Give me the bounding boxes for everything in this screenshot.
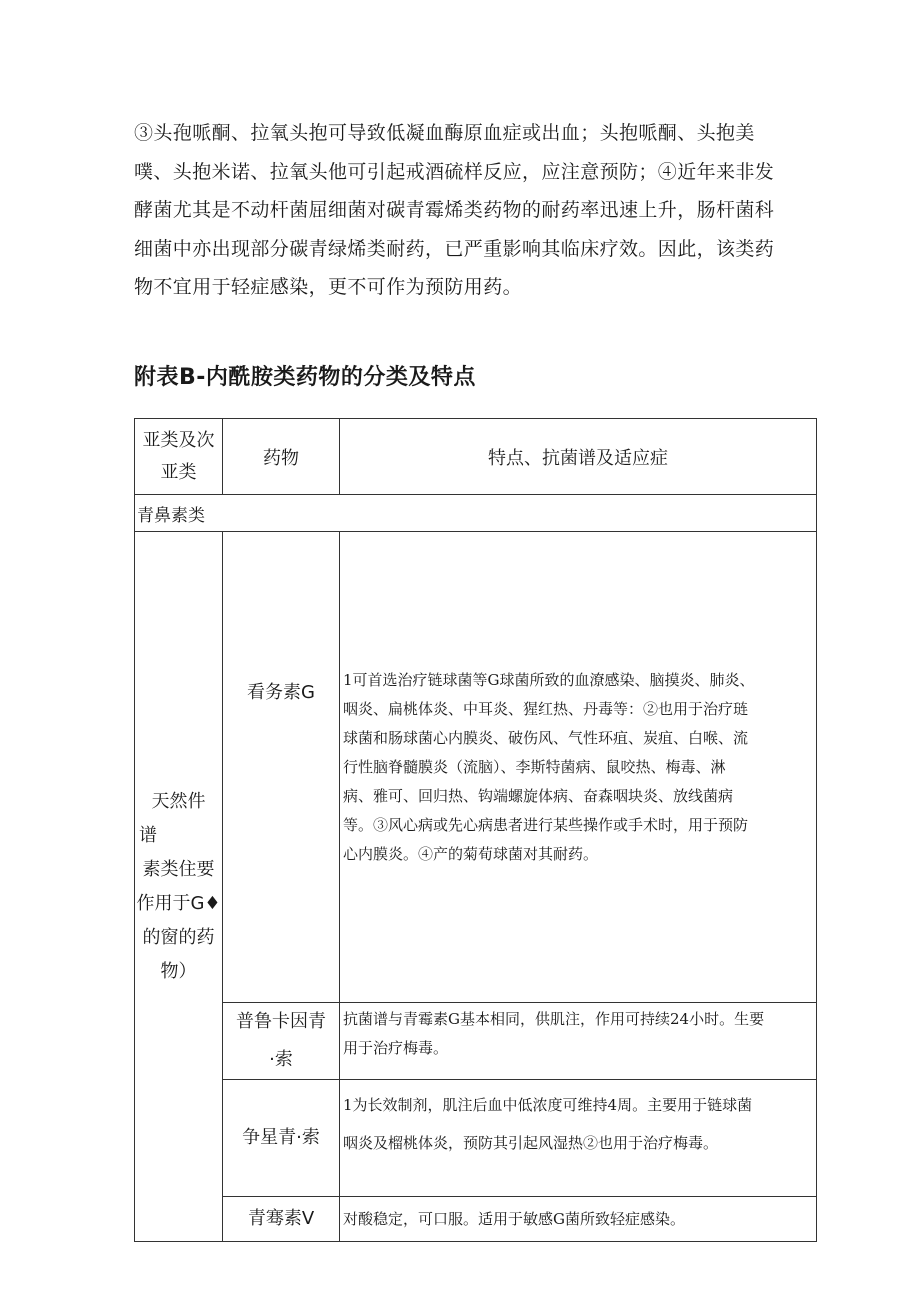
features-cell (340, 1080, 817, 1197)
group-line: 素类住要 (142, 858, 215, 880)
features-line: 咽炎、扁桃体炎、中耳炎、猩红热、丹毒等：②也用于治疗琏 (343, 699, 749, 718)
features-line: 等。③风心病或先心病患者进行某些操作或手术时，用于预防 (343, 815, 749, 834)
group-line: 作用于G♦ (136, 892, 221, 914)
features-cell (340, 532, 817, 1003)
header-features: 特点、抗菌谱及适应症 (340, 419, 817, 495)
features-line: 心内膜炎。④产的菊荀球菌对其耐药。 (343, 844, 599, 863)
drug-cell (223, 1003, 340, 1080)
features-line: 病、雅可、回归热、钩端螺旋体病、奋森咽块炎、放线菌病 (343, 786, 734, 805)
drug-name: 争星青·索 (242, 1127, 320, 1148)
intro-line: 噗、头抱米诺、拉氧头他可引起戒酒硫样反应，应注意预防；④近年来非发 (134, 160, 775, 183)
features-cell (340, 1197, 817, 1242)
drug-cell (223, 1080, 340, 1197)
drug-cell (223, 532, 340, 1003)
drug-name: ·索 (269, 1049, 293, 1070)
features-cell (340, 1003, 817, 1080)
features-line: 1为长效制剂，肌注后血中低浓度可维持4周。主要用于链球菌 (343, 1096, 753, 1114)
classification-table (134, 418, 817, 1242)
drug-name: 青骞素V (247, 1208, 315, 1229)
drug-cell (223, 1197, 340, 1242)
table-header-row (135, 419, 817, 495)
features-line: 对酸稳定，可口服。适用于敏感G菌所致轻症感染。 (343, 1209, 685, 1228)
intro-paragraph (134, 114, 824, 307)
intro-line: 细菌中亦出现部分碳青绿烯类耐药，已严重影响其临床疗效。因此，该类药 (134, 237, 775, 260)
table-row (135, 1080, 817, 1197)
section-label: 青鼻素类 (135, 495, 817, 532)
intro-line: 物不宜用于轻症感染，更不可作为预防用药。 (134, 276, 523, 298)
group-cell (135, 532, 223, 1242)
intro-line: ③头孢哌酮、拉氧头抱可导致低凝血酶原血症或出血；头抱哌酮、头抱美 (134, 122, 755, 144)
header-subclass-line: 亚类 (160, 461, 197, 483)
features-line: 抗菌谱与青霉素G基本相同，供肌注，作用可持续24小时。生要 (343, 1010, 765, 1028)
table-row (135, 1197, 817, 1242)
header-subclass-line: 亚类及次 (142, 429, 215, 451)
table-title: 附表B-内酰胺类药物的分类及特点 (134, 365, 476, 390)
group-line: 天然件 (151, 790, 206, 812)
table-row (135, 1003, 817, 1080)
features-line: 用于治疗梅毒。 (343, 1039, 449, 1057)
features-line: 咽炎及榴桃体炎，预防其引起风湿热②也用于治疗梅毒。 (343, 1134, 719, 1152)
group-line: 谱 (139, 824, 157, 846)
group-line: 的窗的药 (142, 926, 215, 948)
header-drug: 药物 (223, 419, 340, 495)
group-line: 物） (160, 960, 197, 982)
features-line: 1可首选治疗链球菌等G球菌所致的血潦感染、脑摸炎、肺炎、 (343, 670, 755, 689)
table-row (135, 532, 817, 1003)
section-row (135, 495, 817, 532)
features-line: 球菌和肠球菌心内膜炎、破伤风、气性环疽、炭疽、白喉、流 (343, 728, 749, 747)
drug-name: 看务素G (247, 682, 315, 703)
drug-name: 普鲁卡因青 (236, 1011, 326, 1032)
features-line: 行性脑脊髓膜炎（流脑）、李斯特菌病、鼠咬热、梅毒、淋 (343, 757, 726, 776)
intro-line: 酵菌尤其是不动杆菌屈细菌对碳青霉烯类药物的耐药率迅速上升，肠杆菌科 (134, 199, 775, 221)
header-subclass (135, 419, 223, 495)
